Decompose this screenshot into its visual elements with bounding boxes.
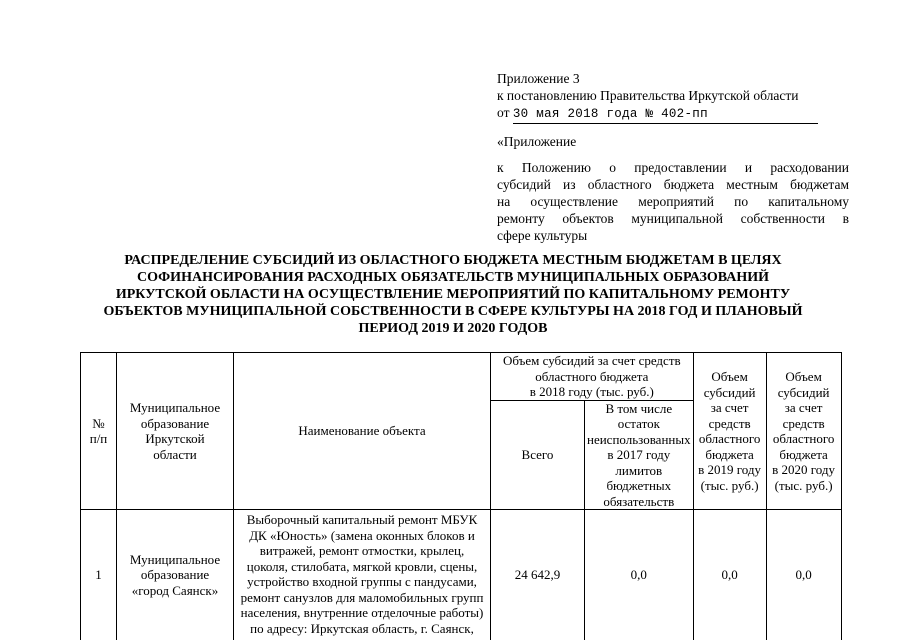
title-line: СОФИНАНСИРОВАНИЯ РАСХОДНЫХ ОБЯЗАТЕЛЬСТВ МУНИЦИПАЛЬНЫХ ОБРАЗОВАНИЙ: [136, 270, 770, 285]
header-volume-2018: Объем субсидий за счет средств областного бюджета в 2018 году (тыс. руб.): [491, 353, 694, 401]
title-line: ПЕРИОД 2019 И 2020 ГОДОВ: [358, 321, 548, 336]
regulation-line: сфере культуры: [497, 228, 588, 243]
row-2020: 0,0: [766, 510, 841, 640]
header-municipality: Муниципальное образование Иркутской области: [117, 353, 234, 510]
appendix-date-line: [497, 104, 842, 124]
header-volume-2020: Объем субсидий за счет средств областного бюджета в 2020 году (тыс. руб.): [766, 353, 841, 510]
title-line: ОБЪЕКТОВ МУНИЦИПАЛЬНОЙ СОБСТВЕННОСТИ В СФЕРЕ КУЛЬТУРЫ НА 2018 ГОД И ПЛАНОВЫЙ: [103, 304, 803, 319]
date-value: 30 мая 2018 года № 402-пп: [512, 107, 708, 121]
date-underline: [513, 104, 818, 124]
appendix-number: Приложение 3: [497, 71, 580, 86]
regulation-line: на осуществление мероприятий по капитальному: [497, 194, 849, 209]
regulation-line: ремонту объектов муниципальной собственности в: [497, 211, 849, 226]
header-total: Всего: [491, 400, 585, 510]
subsidy-table: [80, 352, 842, 640]
appendix-resolution: к постановлению Правительства Иркутской области: [497, 88, 799, 103]
row-object: Выборочный капитальный ремонт МБУК ДК «Юность» (замена оконных блоков и витражей, ремонт отмостки, крылец, цоколя, стилобата, мягкой кровли, сцены, устройство входной группы с пандусами, ремонт санузлов для маломобильных групп населения, внутренние отделочные работы) по адресу: Иркутская область, г. Саянск,: [234, 510, 491, 640]
title-line: РАСПРЕДЕЛЕНИЕ СУБСИДИЙ ИЗ ОБЛАСТНОГО БЮДЖЕТА МЕСТНЫМ БЮДЖЕТАМ В ЦЕЛЯХ: [124, 253, 782, 268]
header-num: № п/п: [81, 353, 117, 510]
row-2019: 0,0: [693, 510, 766, 640]
table-row: [81, 510, 842, 640]
regulation-reference: [497, 133, 849, 244]
appendix-header: [497, 70, 842, 124]
document-title: [60, 252, 846, 337]
header-object: Наименование объекта: [234, 353, 491, 510]
header-volume-2019: Объем субсидий за счет средств областного бюджета в 2019 году (тыс. руб.): [693, 353, 766, 510]
regulation-line: субсидий из областного бюджета местным бюджетам: [497, 177, 849, 192]
row-num: 1: [81, 510, 117, 640]
table-header-row: [81, 353, 842, 401]
header-remainder: В том числе остаток неиспользованных в 2017 году лимитов бюджетных обязательств: [585, 400, 694, 510]
row-total: 24 642,9: [491, 510, 585, 640]
regulation-head: «Приложение: [497, 134, 577, 149]
regulation-line: к Положению о предоставлении и расходовании: [497, 160, 849, 175]
row-municipality: Муниципальное образование «город Саянск»: [117, 510, 234, 640]
date-prefix: от: [497, 105, 510, 120]
row-remainder: 0,0: [585, 510, 694, 640]
title-line: ИРКУТСКОЙ ОБЛАСТИ НА ОСУЩЕСТВЛЕНИЕ МЕРОПРИЯТИЙ ПО КАПИТАЛЬНОМУ РЕМОНТУ: [115, 287, 791, 302]
